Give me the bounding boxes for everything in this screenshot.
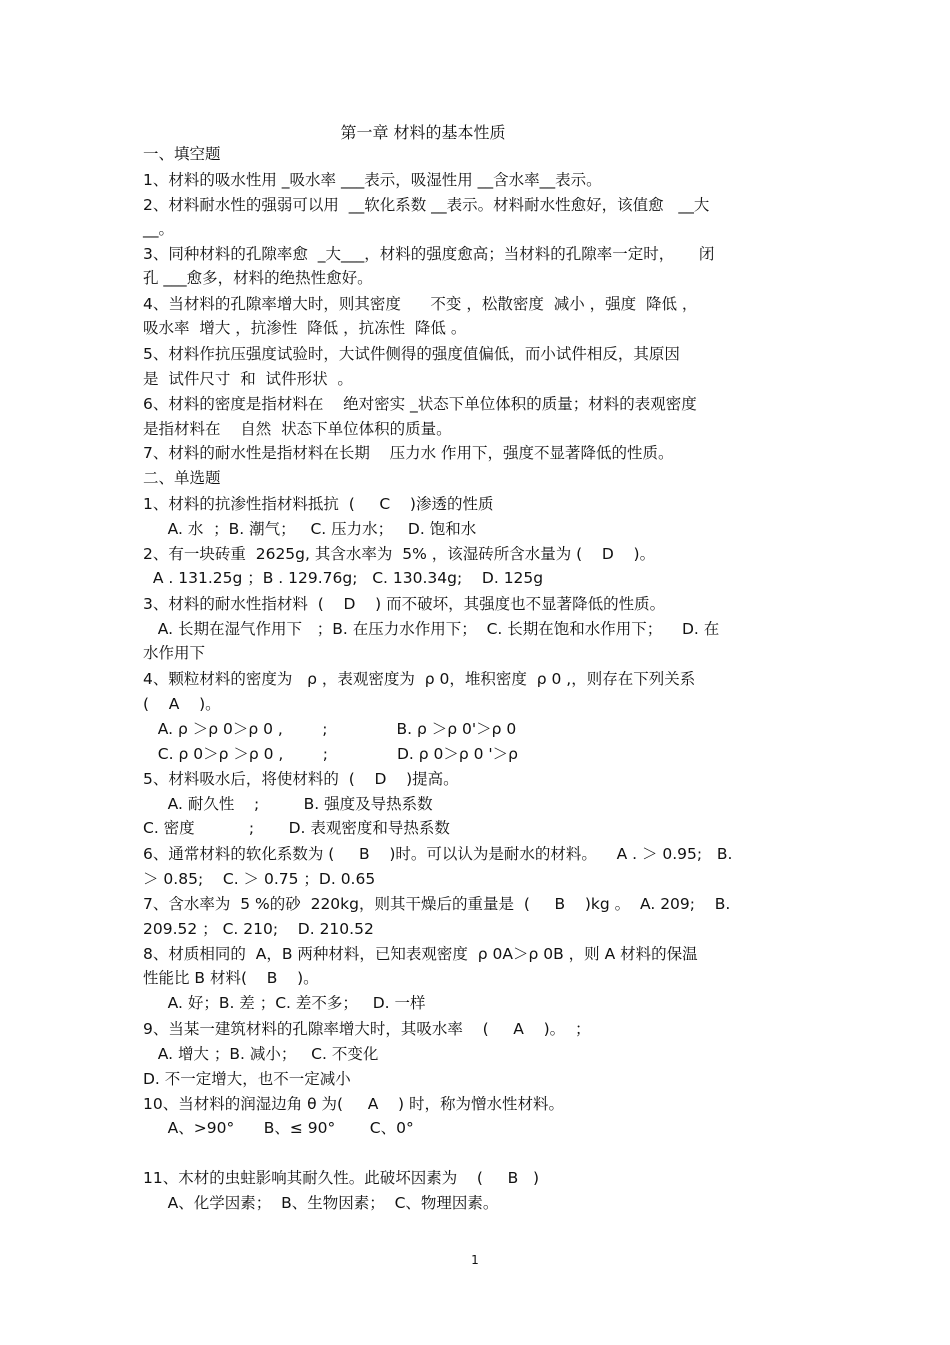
text-line: C. ρ 0＞ρ ＞ρ 0 , ; D. ρ 0＞ρ 0 '＞ρ (143, 745, 519, 763)
text-line: 是 试件尺寸 和 试件形状 。 (143, 370, 353, 388)
text-line: 3、同种材料的孔隙率愈 _大___，材料的强度愈高；当材料的孔隙率一定时， 闭 (143, 245, 715, 263)
page-number: 1 (471, 1253, 479, 1267)
text-line: A. 水 ；B. 潮气； C. 压力水； D. 饱和水 (143, 520, 477, 538)
text-line: ( A )。 (143, 695, 221, 713)
text-line: 7、含水率为 5 %的砂 220kg，则其干燥后的重量是 ( B )kg 。 A. 209; B. (143, 895, 731, 913)
text-line: 6、通常材料的软化系数为 ( B )时。可以认为是耐水的材料。 A . ＞ 0.95; B. (143, 845, 733, 863)
text-line: 水作用下 (143, 644, 206, 662)
text-line: 1、材料的吸水性用 _吸水率 ___表示，吸湿性用 __含水率__表示。 (143, 171, 602, 189)
text-line: 209.52 ； C. 210; D. 210.52 (143, 920, 374, 938)
chapter-title: 第一章 材料的基本性质 (340, 123, 506, 142)
text-line: 性能比 B 材料( B )。 (143, 969, 319, 987)
text-line: 10、当材料的润湿边角 θ 为( A ) 时，称为憎水性材料。 (143, 1095, 565, 1113)
text-line: 4、颗粒材料的密度为 ρ ，表观密度为 ρ 0，堆积密度 ρ 0 ,，则存在下列关系 (143, 670, 696, 688)
section-heading: 二、单选题 (143, 469, 221, 487)
text-line: 8、材质相同的 A，B 两种材料，已知表观密度 ρ 0A＞ρ 0B ，则 A 材料的保温 (143, 945, 698, 963)
text-line: A. 好；B. 差 ；C. 差不多； D. 一样 (143, 994, 426, 1012)
text-line: 2、材料耐水性的强弱可以用 __软化系数 __表示。材料耐水性愈好，该值愈 __大 (143, 196, 710, 214)
text-line: A、>90° B、≤ 90° C、0° (143, 1119, 414, 1137)
text-line: A、化学因素； B、生物因素； C、物理因素。 (143, 1194, 499, 1212)
text-line: A. 增大 ；B. 减小； C. 不变化 (143, 1045, 379, 1063)
text-line: 孔 ___愈多，材料的绝热性愈好。 (143, 269, 373, 287)
text-line: 5、材料吸水后，将使材料的 ( D )提高。 (143, 770, 459, 788)
text-line: 7、材料的耐水性是指材料在长期 压力水 作用下，强度不显著降低的性质。 (143, 444, 674, 462)
text-line: 5、材料作抗压强度试验时，大试件侧得的强度值偏低，而小试件相反，其原因 (143, 345, 680, 363)
text-line: A. 长期在湿气作用下 ；B. 在压力水作用下； C. 长期在饱和水作用下； D. 在 (143, 620, 720, 638)
text-line: 6、材料的密度是指材料在 绝对密实 _状态下单位体积的质量；材料的表观密度 (143, 395, 697, 413)
text-line: __。 (143, 220, 175, 238)
text-line: A. 耐久性 ; B. 强度及导热系数 (143, 795, 433, 813)
text-line: A. ρ ＞ρ 0＞ρ 0 , ; B. ρ ＞ρ 0'＞ρ 0 (143, 720, 517, 738)
text-line: 1、材料的抗渗性指材料抵抗 ( C )渗透的性质 (143, 495, 494, 513)
text-line: ＞ 0.85; C. ＞ 0.75 ；D. 0.65 (143, 870, 376, 888)
text-line: 11、木材的虫蛀影响其耐久性。此破坏因素为 ( B ) (143, 1169, 540, 1187)
text-line: 是指材料在 自然 状态下单位体积的质量。 (143, 420, 452, 438)
text-line: 9、当某一建筑材料的孔隙率增大时，其吸水率 ( A )。 ； (143, 1020, 591, 1038)
text-line: A . 131.25g ；B . 129.76g; C. 130.34g; D. 125g (143, 569, 544, 587)
text-line: C. 密度 ; D. 表观密度和导热系数 (143, 819, 450, 837)
text-line: 4、当材料的孔隙率增大时，则其密度 不变 ，松散密度 减小 ，强度 降低 ， (143, 295, 698, 313)
section-heading: 一、填空题 (143, 145, 221, 163)
text-line: D. 不一定增大，也不一定减小 (143, 1070, 351, 1088)
text-line: 2、有一块砖重 2625g, 其含水率为 5% ，该湿砖所含水量为 ( D )。 (143, 545, 656, 563)
text-line: 吸水率 增大 ，抗渗性 降低 ，抗冻性 降低 。 (143, 319, 467, 337)
text-line: 3、材料的耐水性指材料 ( D ) 而不破坏，其强度也不显著降低的性质。 (143, 595, 666, 613)
